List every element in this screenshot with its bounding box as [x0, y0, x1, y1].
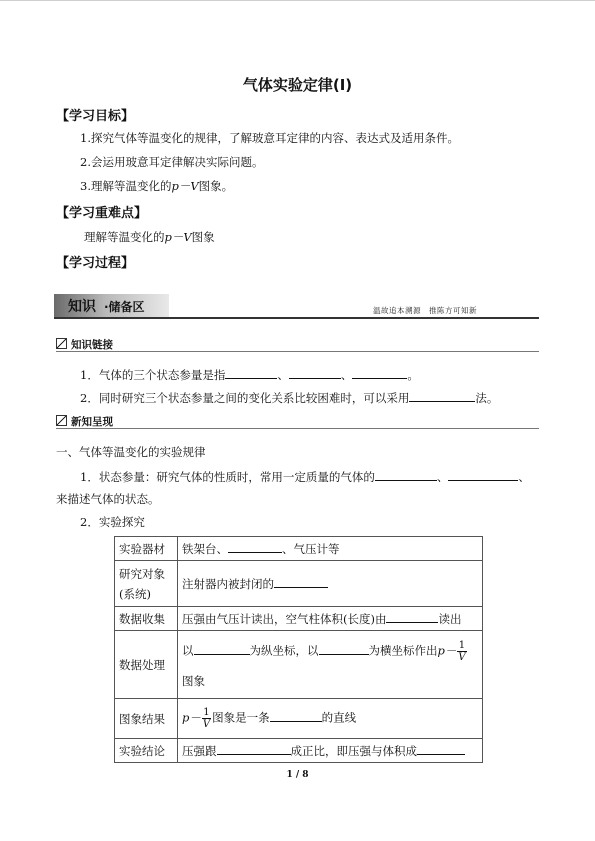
objective-2: 2.会运用玻意耳定律解决实际问题。	[80, 155, 264, 169]
fill-blank[interactable]	[448, 468, 518, 481]
table-row	[115, 631, 483, 699]
table-cell	[178, 537, 483, 561]
new-heading: 一、气体等温变化的实验规律	[56, 445, 206, 459]
period: 。	[407, 368, 419, 382]
page-title: 气体实验定律(Ⅰ)	[242, 76, 353, 94]
fraction-numerator: 1	[458, 640, 466, 651]
fill-blank[interactable]	[228, 540, 282, 553]
banner-underline	[54, 317, 539, 319]
section-objectives: 【学习目标】	[56, 109, 135, 124]
row-header: 图象结果	[115, 699, 178, 739]
cell-text: 、气压计等	[282, 542, 340, 556]
experiment-explore: 2．实验探究	[80, 515, 145, 529]
row-header-line: (系统)	[119, 586, 151, 601]
fill-blank[interactable]	[217, 742, 291, 755]
link-question-1	[80, 366, 419, 383]
objective-3-text: 3.理解等温变化的	[80, 179, 172, 193]
knowledge-reserve-banner	[54, 294, 539, 318]
table-cell	[178, 631, 483, 699]
table-cell	[178, 739, 483, 763]
link-q2-suffix: 法。	[475, 391, 499, 405]
fraction-numerator: 1	[203, 707, 210, 718]
fill-blank[interactable]	[417, 742, 465, 755]
pv-symbol: p－V	[164, 230, 192, 244]
link-question-2	[80, 389, 498, 406]
row-header: 实验结论	[115, 739, 178, 763]
banner-zhi: 知识	[68, 299, 96, 315]
table-cell	[178, 699, 483, 739]
subsection-new-knowledge-label: 新知呈现	[71, 416, 113, 428]
difficulty-suffix: 图象	[191, 230, 215, 244]
fill-blank[interactable]	[274, 575, 328, 588]
cell-text: 成正比，即压强与体积成	[290, 744, 417, 758]
table-row	[115, 739, 483, 763]
row-header: 实验器材	[115, 537, 178, 561]
cell-text: 的直线	[321, 710, 357, 725]
row-header: 数据处理	[115, 631, 178, 699]
row-header-line: 研究对象	[119, 566, 165, 581]
fill-blank[interactable]	[194, 642, 250, 655]
fill-blank[interactable]	[270, 709, 322, 722]
difficulty-line	[84, 229, 215, 245]
row-header: 数据收集	[115, 607, 178, 631]
objective-3-suffix: 图象。	[198, 179, 234, 193]
cell-text: 以	[182, 643, 194, 658]
fill-blank[interactable]	[225, 366, 277, 379]
fill-blank[interactable]	[319, 642, 369, 655]
subsection-knowledge-link-label: 知识链接	[71, 339, 113, 351]
section-difficulties: 【学习重难点】	[56, 206, 148, 221]
cell-text: 铁架台、	[182, 542, 228, 556]
cell-text: 为纵坐标，以	[249, 643, 319, 658]
fraction-one-over-v	[202, 707, 211, 730]
separator: 、	[277, 368, 289, 382]
table-cell	[178, 561, 483, 607]
cell-text: 注射器内被封闭的	[182, 577, 274, 591]
subsection-divider	[56, 351, 539, 352]
table-row	[115, 537, 483, 561]
table-row	[115, 699, 483, 739]
table-row	[115, 607, 483, 631]
pv-symbol: p－V	[171, 179, 199, 193]
state-params-tail: 来描述气体的状态。	[56, 492, 160, 506]
fill-blank[interactable]	[289, 366, 341, 379]
objective-1: 1.探究气体等温变化的规律，了解玻意耳定律的内容、表达式及适用条件。	[80, 131, 459, 145]
fraction-denominator: V	[458, 652, 466, 663]
experiment-table	[114, 536, 483, 763]
cell-line	[182, 640, 478, 663]
banner-label: ·储备区	[104, 300, 145, 314]
subsection-divider	[56, 428, 539, 429]
cell-line: 图象	[182, 674, 205, 688]
cell-text: 图象是一条	[212, 710, 270, 725]
fill-blank[interactable]	[352, 366, 407, 379]
cell-text: 压强跟	[182, 744, 217, 758]
subsection-marker-icon	[56, 338, 67, 349]
row-header	[115, 561, 178, 607]
fraction-one-over-v	[457, 640, 466, 663]
state-params-text: 1．状态参量：研究气体的性质时，常用一定质量的气体的	[80, 470, 375, 484]
difficulty-prefix: 理解等温变化的	[84, 230, 165, 244]
separator: 、	[518, 470, 530, 484]
banner-motto: 温故追本溯源 推陈方可知新	[373, 306, 477, 315]
fill-blank[interactable]	[386, 610, 438, 623]
section-process: 【学习过程】	[56, 256, 135, 271]
p-symbol: p－	[437, 643, 457, 658]
p-symbol: p－	[182, 710, 201, 725]
page-number: 1 / 8	[286, 770, 309, 780]
cell-text: 读出	[438, 612, 462, 626]
table-cell	[178, 607, 483, 631]
separator: 、	[436, 470, 449, 484]
link-q1-text: 1．气体的三个状态参量是指	[80, 368, 226, 382]
fill-blank[interactable]	[375, 468, 437, 481]
separator: 、	[340, 368, 353, 382]
fill-blank[interactable]	[409, 389, 475, 402]
state-params-line	[80, 468, 530, 485]
cell-text: 压强由气压计读出，空气柱体积(长度)由	[182, 612, 387, 626]
link-q2-text: 2．同时研究三个状态参量之间的变化关系比较困难时，可以采用	[80, 391, 410, 405]
objective-3	[80, 178, 233, 194]
fraction-denominator: V	[202, 719, 211, 730]
cell-text: 为横坐标作出	[368, 643, 438, 658]
page-top-rule	[0, 0, 595, 1]
table-row	[115, 561, 483, 607]
subsection-marker-icon	[56, 415, 67, 426]
